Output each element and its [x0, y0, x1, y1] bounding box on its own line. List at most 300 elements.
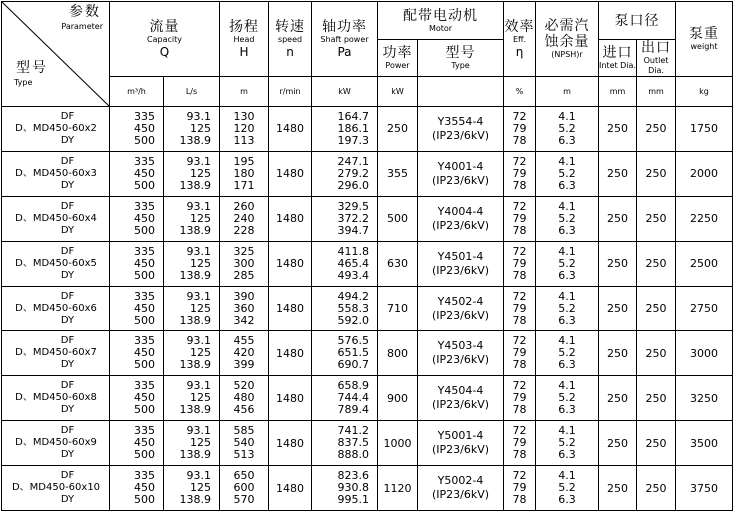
- motor-type-line: (IP23/6kV): [431, 173, 490, 187]
- table-row: [2, 331, 733, 376]
- shaft-power-cell-value: 789.4: [337, 403, 369, 417]
- npsh-cell-value: 5.2: [558, 391, 576, 405]
- capacity-m3h-cell-value: 335: [134, 469, 155, 483]
- npsh-cell-value: 6.3: [558, 448, 576, 462]
- capacity-ls-cell-value: 138.9: [179, 268, 211, 282]
- npsh-cell-value: 5.2: [558, 121, 576, 135]
- outlet-cell: 250: [637, 466, 676, 511]
- model-line: DF: [60, 335, 75, 347]
- head-cell-value: 228: [233, 223, 255, 237]
- motor-power-label-en: Power: [385, 61, 410, 70]
- efficiency-cell-value: 78: [512, 313, 527, 327]
- unit-shaft-power: kW: [312, 77, 378, 107]
- model-line: DY: [60, 404, 75, 416]
- head-cell-value: 195: [233, 154, 255, 168]
- model-cell: [2, 241, 110, 286]
- efficiency-cell-value: 78: [512, 358, 527, 372]
- capacity-m3h-cell-value: 450: [134, 481, 155, 495]
- shaft-power-cell: [312, 151, 378, 196]
- weight-cell: 2500: [676, 241, 733, 286]
- shaft-power-symbol: Pa: [337, 45, 352, 59]
- capacity-m3h-cell: [110, 151, 164, 196]
- npsh-cell-value: 6.3: [558, 313, 576, 327]
- shaft-power-cell-value: 372.2: [337, 211, 369, 225]
- efficiency-cell-value: 79: [512, 121, 527, 135]
- outlet-cell: 250: [637, 421, 676, 466]
- unit-weight: kg: [676, 77, 733, 107]
- capacity-ls-cell-value: 93.1: [186, 424, 211, 438]
- motor-power-cell: 250: [378, 107, 418, 152]
- head-cell-value: 420: [233, 346, 255, 360]
- shaft-power-cell: [312, 286, 378, 331]
- head-cell: [220, 376, 269, 421]
- efficiency-cell-value: 72: [512, 379, 527, 393]
- capacity-ls-cell-value: 125: [190, 346, 211, 360]
- shaft-power-cell-value: 465.4: [337, 256, 369, 270]
- capacity-m3h-cell-value: 335: [134, 379, 155, 393]
- head-cell-value: 520: [233, 379, 255, 393]
- motor-power-cell: 800: [378, 331, 418, 376]
- inlet-label-zh: 进口: [602, 45, 633, 61]
- capacity-m3h-cell-value: 500: [134, 268, 155, 282]
- model-cell: [2, 376, 110, 421]
- motor-type-line: Y4502-4: [437, 294, 484, 308]
- efficiency-cell-value: 78: [512, 448, 527, 462]
- efficiency-cell-value: 79: [512, 256, 527, 270]
- model-cell: [2, 421, 110, 466]
- unit-npsh: m: [536, 77, 599, 107]
- capacity-label-en: Capacity: [147, 35, 182, 44]
- efficiency-cell-value: 72: [512, 289, 527, 303]
- motor-type-label-en: Type: [451, 61, 470, 70]
- capacity-ls-cell-value: 125: [190, 256, 211, 270]
- capacity-ls-cell: [164, 196, 220, 241]
- shaft-power-cell-value: 823.6: [337, 469, 369, 483]
- efficiency-cell-value: 79: [512, 301, 527, 315]
- efficiency-cell-value: 79: [512, 166, 527, 180]
- efficiency-header: [504, 2, 536, 77]
- motor-type-line: (IP23/6kV): [431, 308, 490, 322]
- capacity-ls-cell-value: 93.1: [186, 469, 211, 483]
- model-line: DY: [60, 179, 75, 191]
- efficiency-cell-value: 72: [512, 154, 527, 168]
- table-row: [2, 286, 733, 331]
- capacity-m3h-cell: [110, 286, 164, 331]
- weight-cell: 1750: [676, 107, 733, 152]
- npsh-cell-value: 4.1: [558, 424, 576, 438]
- shaft-power-cell: [312, 466, 378, 511]
- shaft-power-cell-value: 296.0: [337, 178, 369, 192]
- weight-cell: 2750: [676, 286, 733, 331]
- capacity-m3h-cell-value: 450: [134, 346, 155, 360]
- efficiency-cell: [504, 286, 536, 331]
- unit-efficiency: %: [504, 77, 536, 107]
- npsh-cell-value: 4.1: [558, 289, 576, 303]
- type-label-zh: 型号: [16, 60, 48, 76]
- motor-type-line: Y4504-4: [437, 384, 484, 398]
- weight-cell: 3000: [676, 331, 733, 376]
- speed-label-zh: 转速: [275, 19, 305, 35]
- table-row: [2, 466, 733, 511]
- capacity-m3h-cell-value: 450: [134, 166, 155, 180]
- efficiency-cell-value: 78: [512, 133, 527, 147]
- model-cell: [2, 151, 110, 196]
- model-line: DF: [60, 290, 75, 302]
- motor-type-line: Y4503-4: [437, 339, 484, 353]
- unit-head: m: [220, 77, 269, 107]
- head-cell-value: 390: [233, 289, 255, 303]
- model-line: DF: [60, 470, 75, 482]
- model-line: D、MD450-60x7: [15, 347, 97, 359]
- capacity-ls-cell-value: 138.9: [179, 313, 211, 327]
- parameter-type-header: [2, 2, 110, 107]
- motor-type-line: (IP23/6kV): [431, 488, 490, 502]
- capacity-symbol: Q: [159, 45, 170, 59]
- motor-power-cell: 1000: [378, 421, 418, 466]
- shaft-power-cell-value: 329.5: [337, 199, 369, 213]
- outlet-cell: 250: [637, 151, 676, 196]
- head-cell: [220, 241, 269, 286]
- shaft-power-cell-value: 690.7: [337, 358, 369, 372]
- model-cell: [2, 331, 110, 376]
- model-line: DY: [60, 269, 75, 281]
- capacity-ls-cell: [164, 286, 220, 331]
- shaft-power-cell-value: 164.7: [337, 109, 369, 123]
- capacity-ls-cell-value: 93.1: [186, 154, 211, 168]
- model-line: D、MD450-60x9: [15, 437, 97, 449]
- outlet-cell: 250: [637, 241, 676, 286]
- motor-type-cell: [418, 466, 504, 511]
- npsh-cell: [536, 107, 599, 152]
- shaft-power-cell-value: 186.1: [337, 121, 369, 135]
- weight-cell: 2000: [676, 151, 733, 196]
- motor-type-line: Y5001-4: [437, 429, 484, 443]
- shaft-power-cell: [312, 196, 378, 241]
- speed-cell: 1480: [269, 151, 312, 196]
- unit-motor-power: kW: [378, 77, 418, 107]
- capacity-ls-cell: [164, 376, 220, 421]
- model-line: D、MD450-60x10: [11, 482, 101, 494]
- motor-power-cell: 630: [378, 241, 418, 286]
- efficiency-cell-value: 78: [512, 178, 527, 192]
- efficiency-label-zh: 效率: [504, 19, 535, 35]
- shaft-power-cell-value: 411.8: [337, 244, 369, 258]
- npsh-cell-value: 6.3: [558, 223, 576, 237]
- motor-type-line: Y4501-4: [437, 249, 484, 263]
- head-cell-value: 600: [233, 481, 255, 495]
- shaft-power-cell: [312, 376, 378, 421]
- shaft-power-cell-value: 995.1: [337, 493, 369, 507]
- efficiency-cell-value: 72: [512, 244, 527, 258]
- model-line: D、MD450-60x6: [15, 302, 97, 314]
- npsh-cell-value: 5.2: [558, 301, 576, 315]
- model-line: DF: [60, 380, 75, 392]
- shaft-power-label-zh: 轴功率: [322, 19, 367, 35]
- efficiency-cell-value: 79: [512, 391, 527, 405]
- npsh-cell: [536, 286, 599, 331]
- capacity-ls-cell-value: 138.9: [179, 493, 211, 507]
- motor-type-line: (IP23/6kV): [431, 128, 490, 142]
- table-row: [2, 421, 733, 466]
- model-line: DF: [60, 425, 75, 437]
- table-row: [2, 151, 733, 196]
- capacity-ls-cell-value: 93.1: [186, 334, 211, 348]
- capacity-m3h-cell: [110, 466, 164, 511]
- motor-type-cell: [418, 196, 504, 241]
- shaft-power-cell-value: 837.5: [337, 436, 369, 450]
- parameter-label-en: Parameter: [61, 22, 103, 31]
- capacity-m3h-cell: [110, 331, 164, 376]
- capacity-m3h-cell: [110, 196, 164, 241]
- efficiency-cell: [504, 241, 536, 286]
- efficiency-cell: [504, 466, 536, 511]
- model-line: DF: [60, 200, 75, 212]
- shaft-power-header: [312, 2, 378, 77]
- capacity-ls-cell: [164, 466, 220, 511]
- model-line: DY: [60, 494, 75, 506]
- motor-type-cell: [418, 286, 504, 331]
- head-cell-value: 570: [233, 493, 255, 507]
- npsh-cell-value: 5.2: [558, 211, 576, 225]
- motor-header: [378, 2, 504, 40]
- head-cell-value: 540: [233, 436, 255, 450]
- model-line: D、MD450-60x4: [15, 212, 97, 224]
- capacity-m3h-cell-value: 500: [134, 223, 155, 237]
- head-cell: [220, 107, 269, 152]
- inlet-cell: 250: [599, 466, 637, 511]
- speed-cell: 1480: [269, 421, 312, 466]
- capacity-ls-cell-value: 93.1: [186, 244, 211, 258]
- motor-type-cell: [418, 151, 504, 196]
- weight-cell: 2250: [676, 196, 733, 241]
- motor-type-cell: [418, 241, 504, 286]
- npsh-cell: [536, 196, 599, 241]
- motor-power-cell: 355: [378, 151, 418, 196]
- capacity-ls-cell-value: 125: [190, 436, 211, 450]
- shaft-power-cell-value: 930.8: [337, 481, 369, 495]
- weight-label-zh: 泵重: [689, 26, 719, 42]
- head-cell-value: 240: [233, 211, 255, 225]
- outlet-cell: 250: [637, 286, 676, 331]
- capacity-m3h-cell-value: 500: [134, 178, 155, 192]
- shaft-power-cell-value: 888.0: [337, 448, 369, 462]
- shaft-power-cell-value: 247.1: [337, 154, 369, 168]
- head-cell-value: 260: [233, 199, 255, 213]
- inlet-label-en: Intet Dia.: [599, 61, 636, 70]
- head-cell: [220, 466, 269, 511]
- outlet-cell: 250: [637, 107, 676, 152]
- head-cell-value: 171: [233, 178, 255, 192]
- npsh-cell-value: 6.3: [558, 268, 576, 282]
- capacity-m3h-cell: [110, 376, 164, 421]
- capacity-ls-cell-value: 138.9: [179, 358, 211, 372]
- head-cell-value: 325: [233, 244, 255, 258]
- shaft-power-cell-value: 394.7: [337, 223, 369, 237]
- npsh-cell-value: 6.3: [558, 178, 576, 192]
- capacity-m3h-cell-value: 335: [134, 109, 155, 123]
- motor-type-line: (IP23/6kV): [431, 218, 490, 232]
- model-line: DY: [60, 449, 75, 461]
- type-label-en: Type: [14, 78, 33, 87]
- inlet-cell: 250: [599, 421, 637, 466]
- weight-header: [676, 2, 733, 77]
- inlet-header: [599, 40, 637, 77]
- capacity-m3h-cell-value: 335: [134, 334, 155, 348]
- model-line: DF: [60, 245, 75, 257]
- shaft-power-cell-value: 741.2: [337, 424, 369, 438]
- unit-inlet: mm: [599, 77, 637, 107]
- efficiency-cell-value: 79: [512, 211, 527, 225]
- head-cell-value: 285: [233, 268, 255, 282]
- shaft-power-cell-value: 576.5: [337, 334, 369, 348]
- inlet-cell: 250: [599, 107, 637, 152]
- model-line: DY: [60, 134, 75, 146]
- capacity-m3h-cell-value: 500: [134, 133, 155, 147]
- speed-cell: 1480: [269, 466, 312, 511]
- unit-capacity-m3h: m³/h: [110, 77, 164, 107]
- capacity-ls-cell: [164, 241, 220, 286]
- npsh-cell-value: 5.2: [558, 436, 576, 450]
- head-cell-value: 585: [233, 424, 255, 438]
- npsh-cell-value: 4.1: [558, 334, 576, 348]
- table-row: [2, 241, 733, 286]
- shaft-power-cell-value: 592.0: [337, 313, 369, 327]
- unit-speed: r/min: [269, 77, 312, 107]
- efficiency-cell: [504, 376, 536, 421]
- capacity-ls-cell-value: 138.9: [179, 223, 211, 237]
- npsh-label-en: (NPSH)r: [551, 50, 583, 59]
- head-cell-value: 480: [233, 391, 255, 405]
- npsh-cell: [536, 466, 599, 511]
- capacity-label-zh: 流量: [149, 19, 180, 35]
- head-cell-value: 455: [233, 334, 255, 348]
- head-cell-value: 300: [233, 256, 255, 270]
- capacity-m3h-cell-value: 500: [134, 448, 155, 462]
- inlet-cell: 250: [599, 151, 637, 196]
- model-line: DF: [60, 110, 75, 122]
- weight-cell: 3250: [676, 376, 733, 421]
- motor-power-cell: 1120: [378, 466, 418, 511]
- efficiency-cell-value: 72: [512, 199, 527, 213]
- npsh-cell-value: 4.1: [558, 154, 576, 168]
- efficiency-cell-value: 72: [512, 334, 527, 348]
- capacity-ls-cell-value: 138.9: [179, 133, 211, 147]
- shaft-power-cell-value: 744.4: [337, 391, 369, 405]
- capacity-m3h-cell-value: 450: [134, 121, 155, 135]
- head-cell-value: 360: [233, 301, 255, 315]
- speed-cell: 1480: [269, 241, 312, 286]
- capacity-m3h-cell: [110, 107, 164, 152]
- npsh-label-zh: 必需汽蚀余量: [544, 18, 590, 50]
- efficiency-cell: [504, 151, 536, 196]
- capacity-m3h-cell-value: 335: [134, 199, 155, 213]
- outlet-label-zh: 出口: [641, 40, 671, 56]
- port-header: [599, 2, 676, 40]
- head-cell: [220, 331, 269, 376]
- shaft-power-cell-value: 279.2: [337, 166, 369, 180]
- npsh-cell-value: 6.3: [558, 403, 576, 417]
- head-cell-value: 342: [233, 313, 255, 327]
- capacity-m3h-cell-value: 450: [134, 256, 155, 270]
- capacity-ls-cell-value: 93.1: [186, 289, 211, 303]
- efficiency-cell-value: 79: [512, 436, 527, 450]
- head-cell-value: 180: [233, 166, 255, 180]
- capacity-ls-cell-value: 125: [190, 391, 211, 405]
- motor-type-cell: [418, 331, 504, 376]
- capacity-ls-cell-value: 93.1: [186, 109, 211, 123]
- shaft-power-cell-value: 494.2: [337, 289, 369, 303]
- motor-type-line: (IP23/6kV): [431, 398, 490, 412]
- shaft-power-label-en: Shaft power: [320, 35, 369, 44]
- weight-cell: 3750: [676, 466, 733, 511]
- port-label-zh: 泵口径: [614, 12, 660, 29]
- capacity-m3h-cell-value: 450: [134, 436, 155, 450]
- efficiency-cell-value: 78: [512, 403, 527, 417]
- model-line: D、MD450-60x2: [15, 122, 97, 134]
- table-row: [2, 107, 733, 152]
- model-cell: [2, 196, 110, 241]
- capacity-m3h-cell-value: 335: [134, 154, 155, 168]
- npsh-cell-value: 4.1: [558, 109, 576, 123]
- unit-capacity-ls: L/s: [164, 77, 220, 107]
- efficiency-cell-value: 72: [512, 424, 527, 438]
- model-cell: [2, 107, 110, 152]
- motor-type-line: (IP23/6kV): [431, 263, 490, 277]
- head-cell-value: 513: [233, 448, 255, 462]
- weight-cell: 3500: [676, 421, 733, 466]
- head-cell: [220, 421, 269, 466]
- inlet-cell: 250: [599, 376, 637, 421]
- speed-cell: 1480: [269, 286, 312, 331]
- motor-type-line: (IP23/6kV): [431, 353, 490, 367]
- npsh-cell-value: 5.2: [558, 256, 576, 270]
- npsh-cell-value: 4.1: [558, 199, 576, 213]
- model-line: D、MD450-60x5: [15, 257, 97, 269]
- capacity-m3h-cell-value: 500: [134, 313, 155, 327]
- speed-cell: 1480: [269, 196, 312, 241]
- efficiency-cell: [504, 107, 536, 152]
- npsh-cell-value: 5.2: [558, 166, 576, 180]
- head-label-zh: 扬程: [229, 19, 259, 35]
- motor-power-cell: 500: [378, 196, 418, 241]
- capacity-m3h-cell: [110, 421, 164, 466]
- efficiency-cell-value: 72: [512, 469, 527, 483]
- unit-outlet: mm: [637, 77, 676, 107]
- shaft-power-cell-value: 558.3: [337, 301, 369, 315]
- outlet-cell: 250: [637, 376, 676, 421]
- capacity-m3h-cell-value: 335: [134, 424, 155, 438]
- efficiency-cell-value: 79: [512, 346, 527, 360]
- capacity-ls-cell: [164, 107, 220, 152]
- motor-type-line: Y5002-4: [437, 474, 484, 488]
- npsh-cell-value: 6.3: [558, 133, 576, 147]
- head-cell-value: 650: [233, 469, 255, 483]
- motor-type-label-zh: 型号: [445, 45, 476, 61]
- model-line: DY: [60, 314, 75, 326]
- speed-label-en: speed: [277, 35, 303, 44]
- capacity-ls-cell: [164, 421, 220, 466]
- motor-label-en: Motor: [428, 23, 453, 33]
- head-label-en: Head: [233, 35, 255, 44]
- efficiency-cell-value: 78: [512, 223, 527, 237]
- head-cell-value: 399: [233, 358, 255, 372]
- shaft-power-cell-value: 651.5: [337, 346, 369, 360]
- shaft-power-cell-value: 493.4: [337, 268, 369, 282]
- shaft-power-cell-value: 658.9: [337, 379, 369, 393]
- efficiency-cell: [504, 196, 536, 241]
- shaft-power-cell: [312, 107, 378, 152]
- capacity-m3h-cell-value: 450: [134, 391, 155, 405]
